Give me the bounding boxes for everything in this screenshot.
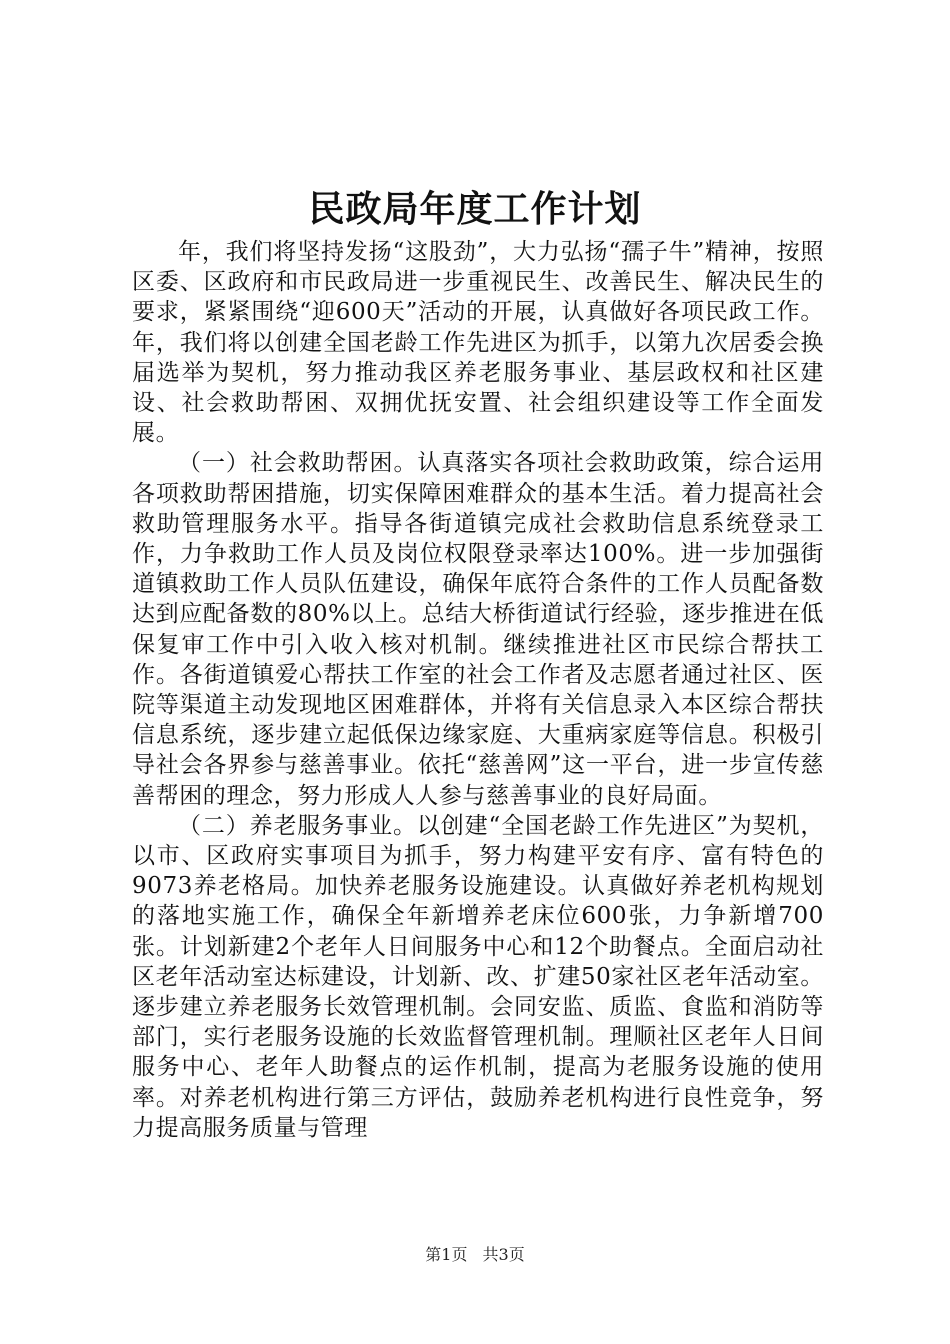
document-body xyxy=(132,237,824,1143)
document-title: 民政局年度工作计划 xyxy=(308,188,642,230)
page-total: 共3页 xyxy=(482,1245,525,1264)
paragraph-elderly-services: （二）养老服务事业。以创建“全国老龄工作先进区”为契机，以市、区政府实事项目为抓手，努力构建平安有序、富有特色的9073养老格局。加快养老服务设施建设。认真做好养老机构规划的落地实施工作，确保全年新增养老床位600张，力争新增700张。计划新建2个老年人日间服务中心和12个助餐点。全面启动社区老年活动室达标建设，计划新、改、扩建50家社区老年活动室。逐步建立养老服务长效管理机制。会同安监、质监、食监和消防等部门，实行老服务设施的长效监督管理机制。理顺社区老年人日间服务中心、老年人助餐点的运作机制，提高为老服务设施的使用率。对养老机构进行第三方评估，鼓励养老机构进行良性竞争，努力提高服务质量与管理 xyxy=(132,812,824,1141)
paragraph-intro: 年，我们将坚持发扬“这股劲”，大力弘扬“孺子牛”精神，按照区委、区政府和市民政局进一步重视民生、改善民生、解决民生的要求，紧紧围绕“迎600天”活动的开展，认真做好各项民政工作。年，我们将以创建全国老龄工作先进区为抓手，以第九次居委会换届选举为契机，努力推动我区养老服务事业、基层政权和社区建设、社会救助帮困、双拥优抚安置、社会组织建设等工作全面发展。 xyxy=(132,239,824,447)
page-number: 第1页 xyxy=(425,1245,468,1264)
page-footer xyxy=(0,1245,950,1265)
paragraph-social-assistance: （一）社会救助帮困。认真落实各项社会救助政策，综合运用各项救助帮困措施，切实保障困难群众的基本生活。着力提高社会救助管理服务水平。指导各街道镇完成社会救助信息系统登录工作，力争救助工作人员及岗位权限登录率达100%。进一步加强街道镇救助工作人员队伍建设，确保年底符合条件的工作人员配备数达到应配备数的80%以上。总结大桥街道试行经验，逐步推进在低保复审工作中引入收入核对机制。继续推进社区市民综合帮扶工作。各街道镇爱心帮扶工作室的社会工作者及志愿者通过社区、医院等渠道主动发现地区困难群体，并将有关信息录入本区综合帮扶信息系统，逐步建立起低保边缘家庭、大重病家庭等信息。积极引导社会各界参与慈善事业。依托“慈善网”这一平台，进一步宣传慈善帮困的理念，努力形成人人参与慈善事业的良好局面。 xyxy=(132,450,824,809)
